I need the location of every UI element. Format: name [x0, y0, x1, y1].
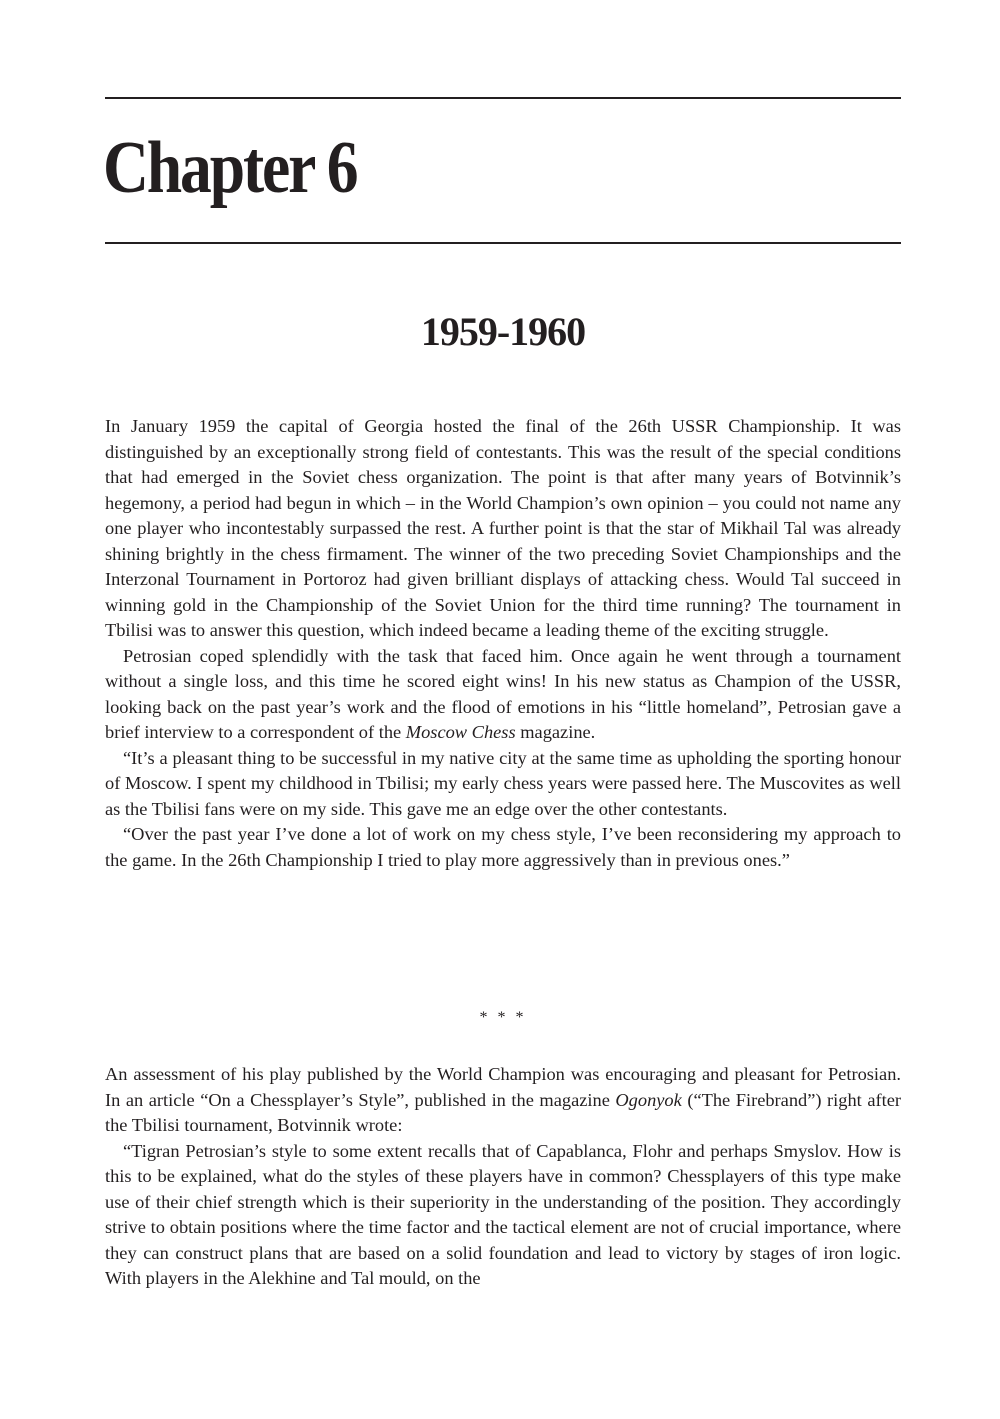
paragraph-text: An assessment of his play published by the World Champion was encouraging and pleasant for Petrosian. In an article “On a Chessplayer’s Style”, published in the magazine	[105, 1064, 901, 1110]
top-rule	[105, 97, 901, 99]
paragraph	[105, 746, 901, 823]
paragraph-text: In January 1959 the capital of Georgia hosted the final of the 26th USSR Championship. It was distinguished by an exceptionally strong field of contestants. This was the result of the special conditions that had emerged in the Soviet chess organization. The point is that after many years of Botvinnik’s hegemony, a period had begun in which – in the World Champion’s own opinion – you could not name any one player who incontestably surpassed the rest. A further point is that the star of Mikhail Tal was already shining brightly in the chess firmament. The winner of the two preceding Soviet Championships and the Interzonal Tournament in Portoroz had given brilliant displays of attacking chess. Would Tal succeed in winning gold in the Championship of the Soviet Union for the third time running? The tournament in Tbilisi was to answer this question, which indeed became a leading theme of the exciting struggle.	[105, 416, 901, 640]
paragraph	[105, 1062, 901, 1139]
section-separator: * * *	[479, 1009, 527, 1026]
paragraph	[105, 414, 901, 644]
body-text-part1	[105, 414, 901, 873]
paragraph	[105, 822, 901, 873]
chapter-title: Chapter 6	[103, 127, 357, 209]
paragraph	[105, 1139, 901, 1292]
paragraph-text: “Tigran Petrosian’s style to some extent recalls that of Capablanca, Flohr and perhaps Smyslov. How is this to be explained, what do the styles of these players have in common? Chessplayers of this type make use of their chief strength which is their superiority in the understanding of the position. They accordingly strive to obtain positions where the time factor and the tactical element are not of crucial importance, where they can construct plans that are based on a solid foundation and lead to victory by stages of iron logic. With players in the Alekhine and Tal mould, on the	[105, 1140, 901, 1288]
section-title: 1959-1960	[420, 309, 586, 354]
magazine-title: Ogonyok	[615, 1089, 682, 1110]
paragraph	[105, 644, 901, 746]
paragraph-text: Petrosian coped splendidly with the task that faced him. Once again he went through a tournament without a single loss, and this time he scored eight wins! In his new status as Champion of the USSR, looking back on the past year’s work and the flood of emotions in his “little homeland”, Petrosian gave a brief interview to a correspondent of the	[105, 645, 901, 742]
body-text-part2	[105, 1062, 901, 1292]
paragraph-text: (“The Firebrand”) right after the Tbilisi tournament, Botvinnik wrote:	[105, 1089, 901, 1135]
paragraph-text: magazine.	[515, 722, 596, 742]
magazine-title: Moscow Chess	[405, 722, 516, 742]
paragraph-text: “It’s a pleasant thing to be successful in my native city at the same time as upholding the sporting honour of Moscow. I spent my childhood in Tbilisi; my early chess years were passed here. The Muscovites as well as the Tbilisi fans were on my side. This gave me an edge over the other contestants.	[105, 747, 901, 819]
bottom-rule	[105, 242, 901, 244]
paragraph-text: “Over the past year I’ve done a lot of work on my chess style, I’ve been reconsidering my approach to the game. In the 26th Championship I tried to play more aggressively than in previous ones.”	[105, 824, 901, 870]
